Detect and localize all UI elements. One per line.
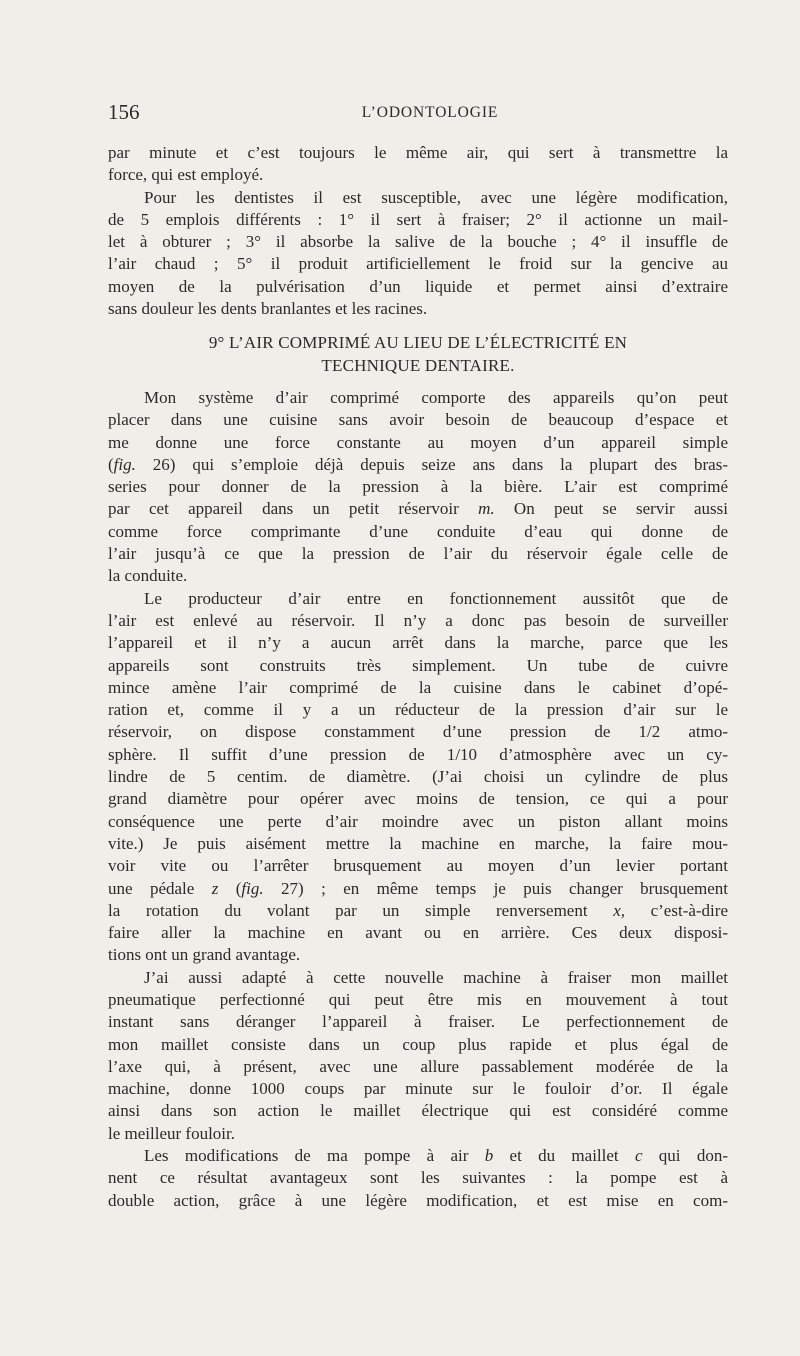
text-line: J’ai aussi adapté à cette nouvelle machine à fraiser mon maillet (144, 967, 728, 987)
text-line: l’axe qui, à présent, avec une allure passablement modérée de la (108, 1056, 728, 1076)
text-line: me donne une force constante au moyen d’un appareil simple (108, 432, 728, 452)
text-line: de 5 emplois différents : 1° il sert à fraiser; 2° il actionne un mail- (108, 209, 728, 229)
paragraph-5 (108, 967, 728, 1145)
text-run: Les modifications de ma pompe à air (144, 1146, 485, 1166)
text-line: double action, grâce à une légère modification, et est mise en com- (108, 1190, 728, 1210)
text-line: series pour donner de la pression à la bière. L’air est comprimé (108, 477, 728, 497)
text-run: et du maillet (493, 1146, 635, 1166)
paragraph-3 (108, 387, 728, 588)
text-run: On peut se servir aussi (494, 499, 728, 519)
text-line (108, 1145, 728, 1167)
text-line: la conduite. (108, 566, 188, 586)
text-run: 27) ; en même temps je puis changer brusquement (263, 878, 728, 898)
figure-reference: fig. (241, 878, 264, 898)
text-line: l’air chaud ; 5° il produit artificiellement le froid sur la gencive au (108, 254, 728, 274)
variable-label: z (211, 878, 219, 898)
text-line: l’appareil et il n’y a aucun arrêt dans la marche, parce que les (108, 633, 728, 653)
text-line (108, 900, 728, 922)
text-run: ( (108, 454, 114, 474)
text-line: le meilleur fouloir. (108, 1123, 235, 1143)
text-line: voir vite ou l’arrêter brusquement au moyen d’un levier portant (108, 856, 728, 876)
text-line: par minute et c’est toujours le même air, qui sert à transmettre la (108, 143, 728, 162)
paragraph-2 (108, 187, 728, 321)
text-line: vite.) Je puis aisément mettre la machine en marche, la faire mou- (108, 833, 728, 853)
variable-label: b (484, 1146, 494, 1166)
text-line: tions ont un grand avantage. (108, 945, 301, 965)
text-line: Le producteur d’air entre en fonctionnement aussitôt que de (144, 588, 728, 608)
text-line: appareils sont construits très simplement. Un tube de cuivre (108, 655, 728, 675)
paragraph-1 (108, 142, 728, 187)
text-line: pneumatique perfectionné qui peut être mis en mouvement à tout (108, 989, 728, 1009)
text-run: une pédale (108, 878, 212, 898)
text-line: nent ce résultat avantageux sont les suivantes : la pompe est à (108, 1168, 728, 1188)
variable-label: m. (478, 499, 495, 519)
text-line: conséquence une perte d’air moindre avec un piston allant moins (108, 811, 728, 831)
page-header (108, 100, 728, 130)
text-line: sans douleur les dents branlantes et les racines. (108, 299, 428, 319)
text-run: qui don- (642, 1146, 728, 1166)
text-line: comme force comprimante d’une conduite d’eau qui donne de (108, 521, 728, 541)
text-line: moyen de la pulvérisation d’un liquide et permet ainsi d’extraire (108, 276, 728, 296)
text-line: réservoir, on dispose constamment d’une pression de 1/2 atmo- (108, 722, 728, 742)
text-line: lindre de 5 centim. de diamètre. (J’ai choisi un cylindre de plus (108, 767, 728, 787)
text-line: mon maillet consiste dans un coup plus rapide et plus égal de (108, 1034, 728, 1054)
section-heading (108, 332, 728, 377)
text-line: Mon système d’air comprimé comporte des appareils qu’on peut (144, 387, 728, 407)
text-run: 26) qui s’emploie déjà depuis seize ans dans la plupart des bras- (135, 454, 728, 474)
text-line: l’air jusqu’à ce que la pression de l’air du réservoir égale celle de (108, 544, 728, 564)
text-line (108, 498, 728, 520)
text-run: la rotation du volant par un simple renversement (108, 900, 614, 920)
section-heading-line: 9° L’AIR COMPRIMÉ AU LIEU DE L’ÉLECTRICITÉ EN (208, 333, 628, 353)
text-run: ( (218, 878, 242, 898)
text-line: ration et, comme il y a un réducteur de la pression d’air sur le (108, 700, 728, 720)
text-line: l’air est enlevé au réservoir. Il n’y a donc pas besoin de surveiller (108, 610, 728, 630)
text-line: ainsi dans son action le maillet électrique qui est considéré comme (108, 1101, 728, 1121)
running-title: L’ODONTOLOGIE (361, 104, 499, 121)
text-run: par cet appareil dans un petit réservoir (108, 499, 479, 519)
text-run: c’est-à-dire (624, 900, 728, 920)
text-line: grand diamètre pour opérer avec moins de tension, ce qui a pour (108, 789, 728, 809)
text-line: placer dans une cuisine sans avoir besoin de beaucoup d’espace et (108, 410, 728, 430)
text-line: sphère. Il suffit d’une pression de 1/10 d’atmosphère avec un cy- (108, 744, 728, 764)
text-line: let à obturer ; 3° il absorbe la salive de la bouche ; 4° il insuffle de (108, 232, 728, 252)
variable-label: c (634, 1146, 643, 1166)
text-line: faire aller la machine en avant ou en arrière. Ces deux disposi- (108, 923, 728, 943)
paragraph-4 (108, 588, 728, 967)
variable-label: x, (613, 900, 625, 920)
section-heading-line: TECHNIQUE DENTAIRE. (321, 355, 515, 375)
text-line: instant sans déranger l’appareil à fraiser. Le perfectionnement de (108, 1012, 728, 1032)
paragraph-6 (108, 1145, 728, 1212)
text-line (108, 878, 728, 900)
text-line: mince amène l’air comprimé de la cuisine dans le cabinet d’opé- (108, 677, 728, 697)
page-number: 156 (108, 100, 140, 124)
page-body (108, 142, 728, 1212)
text-line: force, qui est employé. (108, 165, 264, 185)
figure-reference: fig. (113, 454, 136, 474)
text-line: machine, donne 1000 coups par minute sur le fouloir d’or. Il égale (108, 1079, 728, 1099)
text-line (108, 454, 728, 476)
text-line: Pour les dentistes il est susceptible, avec une légère modification, (144, 187, 728, 207)
